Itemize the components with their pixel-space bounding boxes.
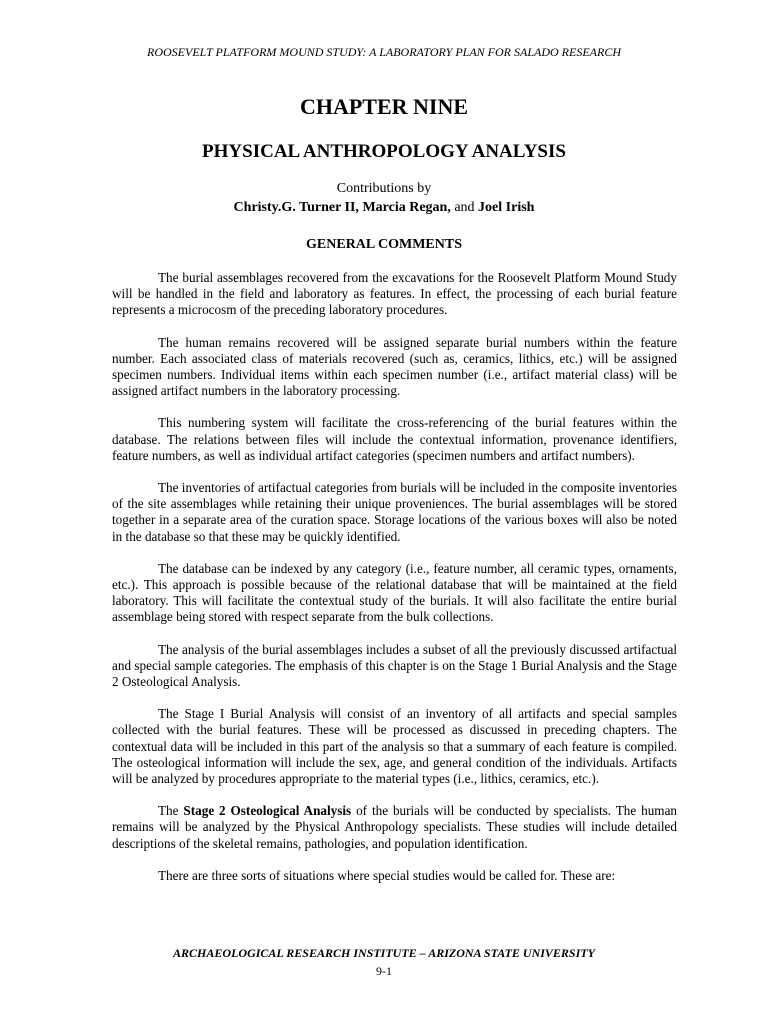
- chapter-title: PHYSICAL ANTHROPOLOGY ANALYSIS: [202, 141, 566, 162]
- author-turner: Christy.G. Turner II,: [233, 200, 359, 215]
- paragraph: The Stage I Burial Analysis will consist of an inventory of all artifacts and special samples collected with the burial features. These will be processed as discussed in preceding chapters. The contextual data will be included in this part of the analysis so that a summary of each feature is compiled. The osteological information will include the sex, age, and general condition of the individuals. Artifacts will be analyzed by procedures appropriate to the material types (i.e., lithics, ceramics, etc.).: [112, 706, 677, 787]
- paragraph: The database can be indexed by any category (i.e., feature number, all ceramic types, ornaments, etc.). This approach is possible because of the relational database that will be maintained at the field laboratory. This will facilitate the contextual study of the burials. It will also facilitate the entire burial assemblage being stored with respect separate from the bulk collections.: [112, 560, 677, 625]
- contributions-label: Contributions by: [336, 181, 432, 196]
- stage2-term: Stage 2 Osteological Analysis: [183, 803, 352, 819]
- running-header: ROOSEVELT PLATFORM MOUND STUDY: A LABORATORY PLAN FOR SALADO RESEARCH: [147, 45, 621, 59]
- page-number: 9-1: [376, 964, 392, 978]
- section-heading: GENERAL COMMENTS: [306, 237, 462, 252]
- chapter-number: CHAPTER NINE: [299, 94, 469, 119]
- body-text: [112, 270, 677, 900]
- paragraph-lead: The: [158, 803, 179, 819]
- paragraph: There are three sorts of situations where special studies would be called for. These are:: [158, 867, 616, 883]
- paragraph-rest: of the burials will be conducted by specialists. The human remains will be analyzed by the Physical Anthropology specialists. These studies will include detailed descriptions of the skeletal remains, pathologies, and population identification.: [112, 803, 678, 851]
- paragraph: The analysis of the burial assemblages includes a subset of all the previously discussed artifactual and special sample categories. The emphasis of this chapter is on the Stage 1 Burial Analysis and the Stage 2 Osteological Analysis.: [112, 641, 677, 690]
- paragraph: [112, 803, 677, 852]
- author-regan: Marcia Regan,: [362, 200, 451, 215]
- paragraph: The inventories of artifactual categories from burials will be included in the composite inventories of the site assemblages while retaining their unique proveniences. The burial assemblages will be stored together in a separate area of the curation space. Storage locations of the various boxes will also be noted in the database so that these may be quickly identified.: [112, 480, 677, 544]
- paragraph: The human remains recovered will be assigned separate burial numbers within the feature number. Each associated class of materials recovered (such as, ceramics, lithics, etc.) will be assigned specimen numbers. Individual items within each specimen number (i.e., artifact material class) will be assigned artifact numbers in the laboratory processing.: [112, 334, 677, 399]
- author-list: [0, 200, 768, 216]
- author-conjunction: and: [454, 200, 475, 215]
- footer-institute: ARCHAEOLOGICAL RESEARCH INSTITUTE – ARIZONA STATE UNIVERSITY: [173, 946, 595, 960]
- paragraph: The burial assemblages recovered from the excavations for the Roosevelt Platform Mound Study will be handled in the field and laboratory as features. In effect, the processing of each burial feature represents a microcosm of the preceding laboratory procedures.: [112, 270, 677, 318]
- paragraph: This numbering system will facilitate the cross-referencing of the burial features within the database. The relations between files will include the contextual information, provenance identifiers, feature numbers, as well as individual artifact categories (specimen numbers and artifact numbers).: [112, 415, 677, 463]
- author-irish: Joel Irish: [478, 200, 535, 215]
